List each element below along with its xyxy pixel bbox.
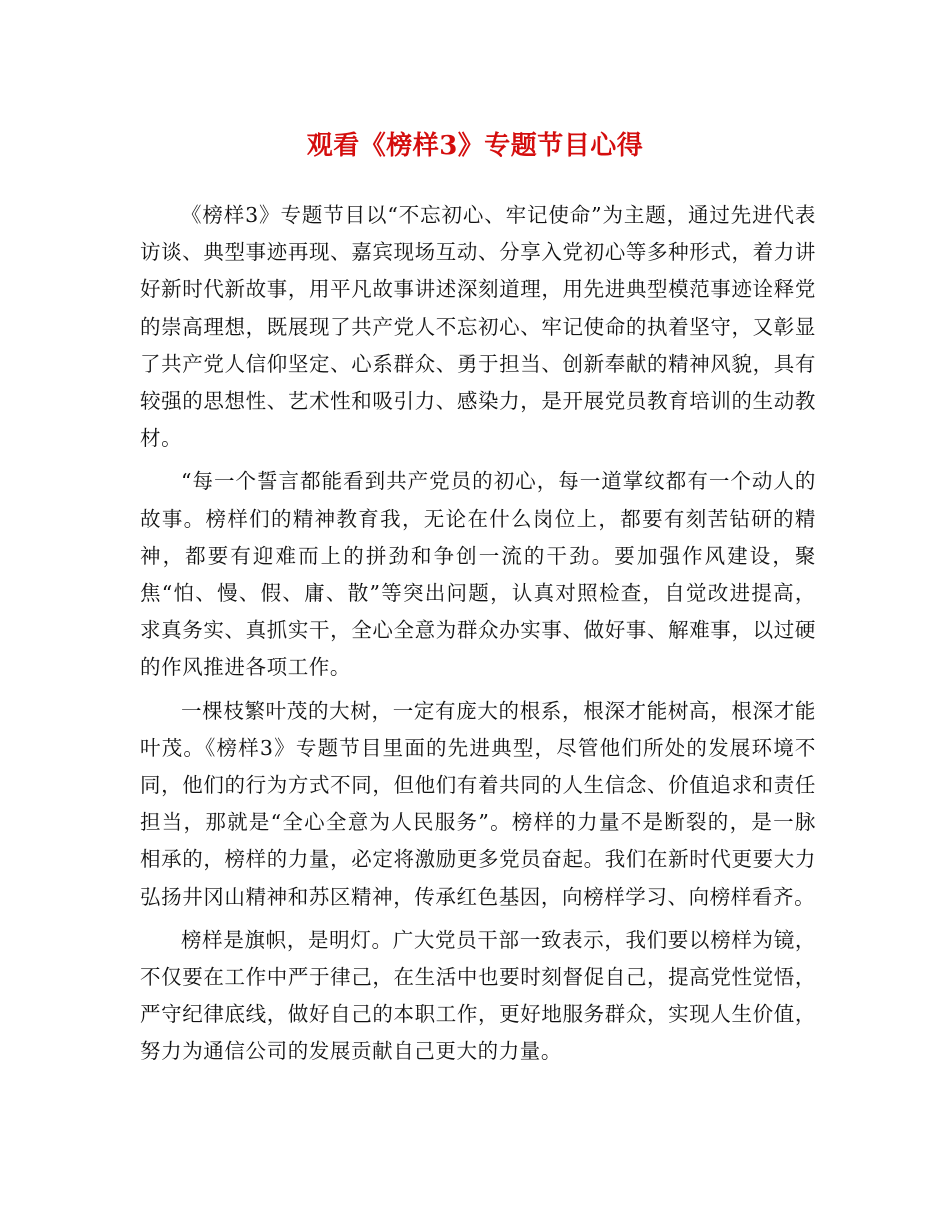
document-title: 观看《榜样3》专题节目心得 [306, 131, 644, 161]
paragraph-1: 《榜样3》专题节目以“不忘初心、牢记使命”为主题，通过先进代表访谈、典型事迹再现、嘉宾现场互动、分享入党初心等多种形式，着力讲好新时代新故事，用平凡故事讲述深刻道理，用先进典型模范事迹诠释党的崇高理想，既展现了共产党人不忘初心、牢记使命的执着坚守，又彰显了共产党人信仰坚定、心系群众、勇于担当、创新奉献的精神风貌，具有较强的思想性、艺术性和吸引力、感染力，是开展党员教育培训的生动教材。 [140, 203, 816, 451]
paragraph-2: “每一个誓言都能看到共产党员的初心，每一道掌纹都有一个动人的故事。榜样们的精神教育我，无论在什么岗位上，都要有刻苦钻研的精神，都要有迎难而上的拼劲和争创一流的干劲。要加强作风建设，聚焦“怕、慢、假、庸、散”等突出问题，认真对照检查，自觉改进提高，求真务实、真抓实干，全心全意为群众办实事、做好事、解难事，以过硬的作风推进各项工作。 [140, 469, 816, 680]
paragraph-3: 一棵枝繁叶茂的大树，一定有庞大的根系，根深才能树高，根深才能叶茂。《榜样3》专题节目里面的先进典型，尽管他们所处的发展环境不同，他们的行为方式不同，但他们有着共同的人生信念、价值追求和责任担当，那就是“全心全意为人民服务”。榜样的力量不是断裂的，是一脉相承的，榜样的力量，必定将激励更多党员奋起。我们在新时代更要大力弘扬井冈山精神和苏区精神，传承红色基因，向榜样学习、向榜样看齐。 [140, 698, 816, 909]
paragraph-4: 榜样是旗帜，是明灯。广大党员干部一致表示，我们要以榜样为镜，不仅要在工作中严于律己，在生活中也要时刻督促自己，提高党性觉悟，严守纪律底线，做好自己的本职工作，更好地服务群众，实现人生价值，努力为通信公司的发展贡献自己更大的力量。 [140, 927, 816, 1064]
document-body [140, 197, 816, 1077]
